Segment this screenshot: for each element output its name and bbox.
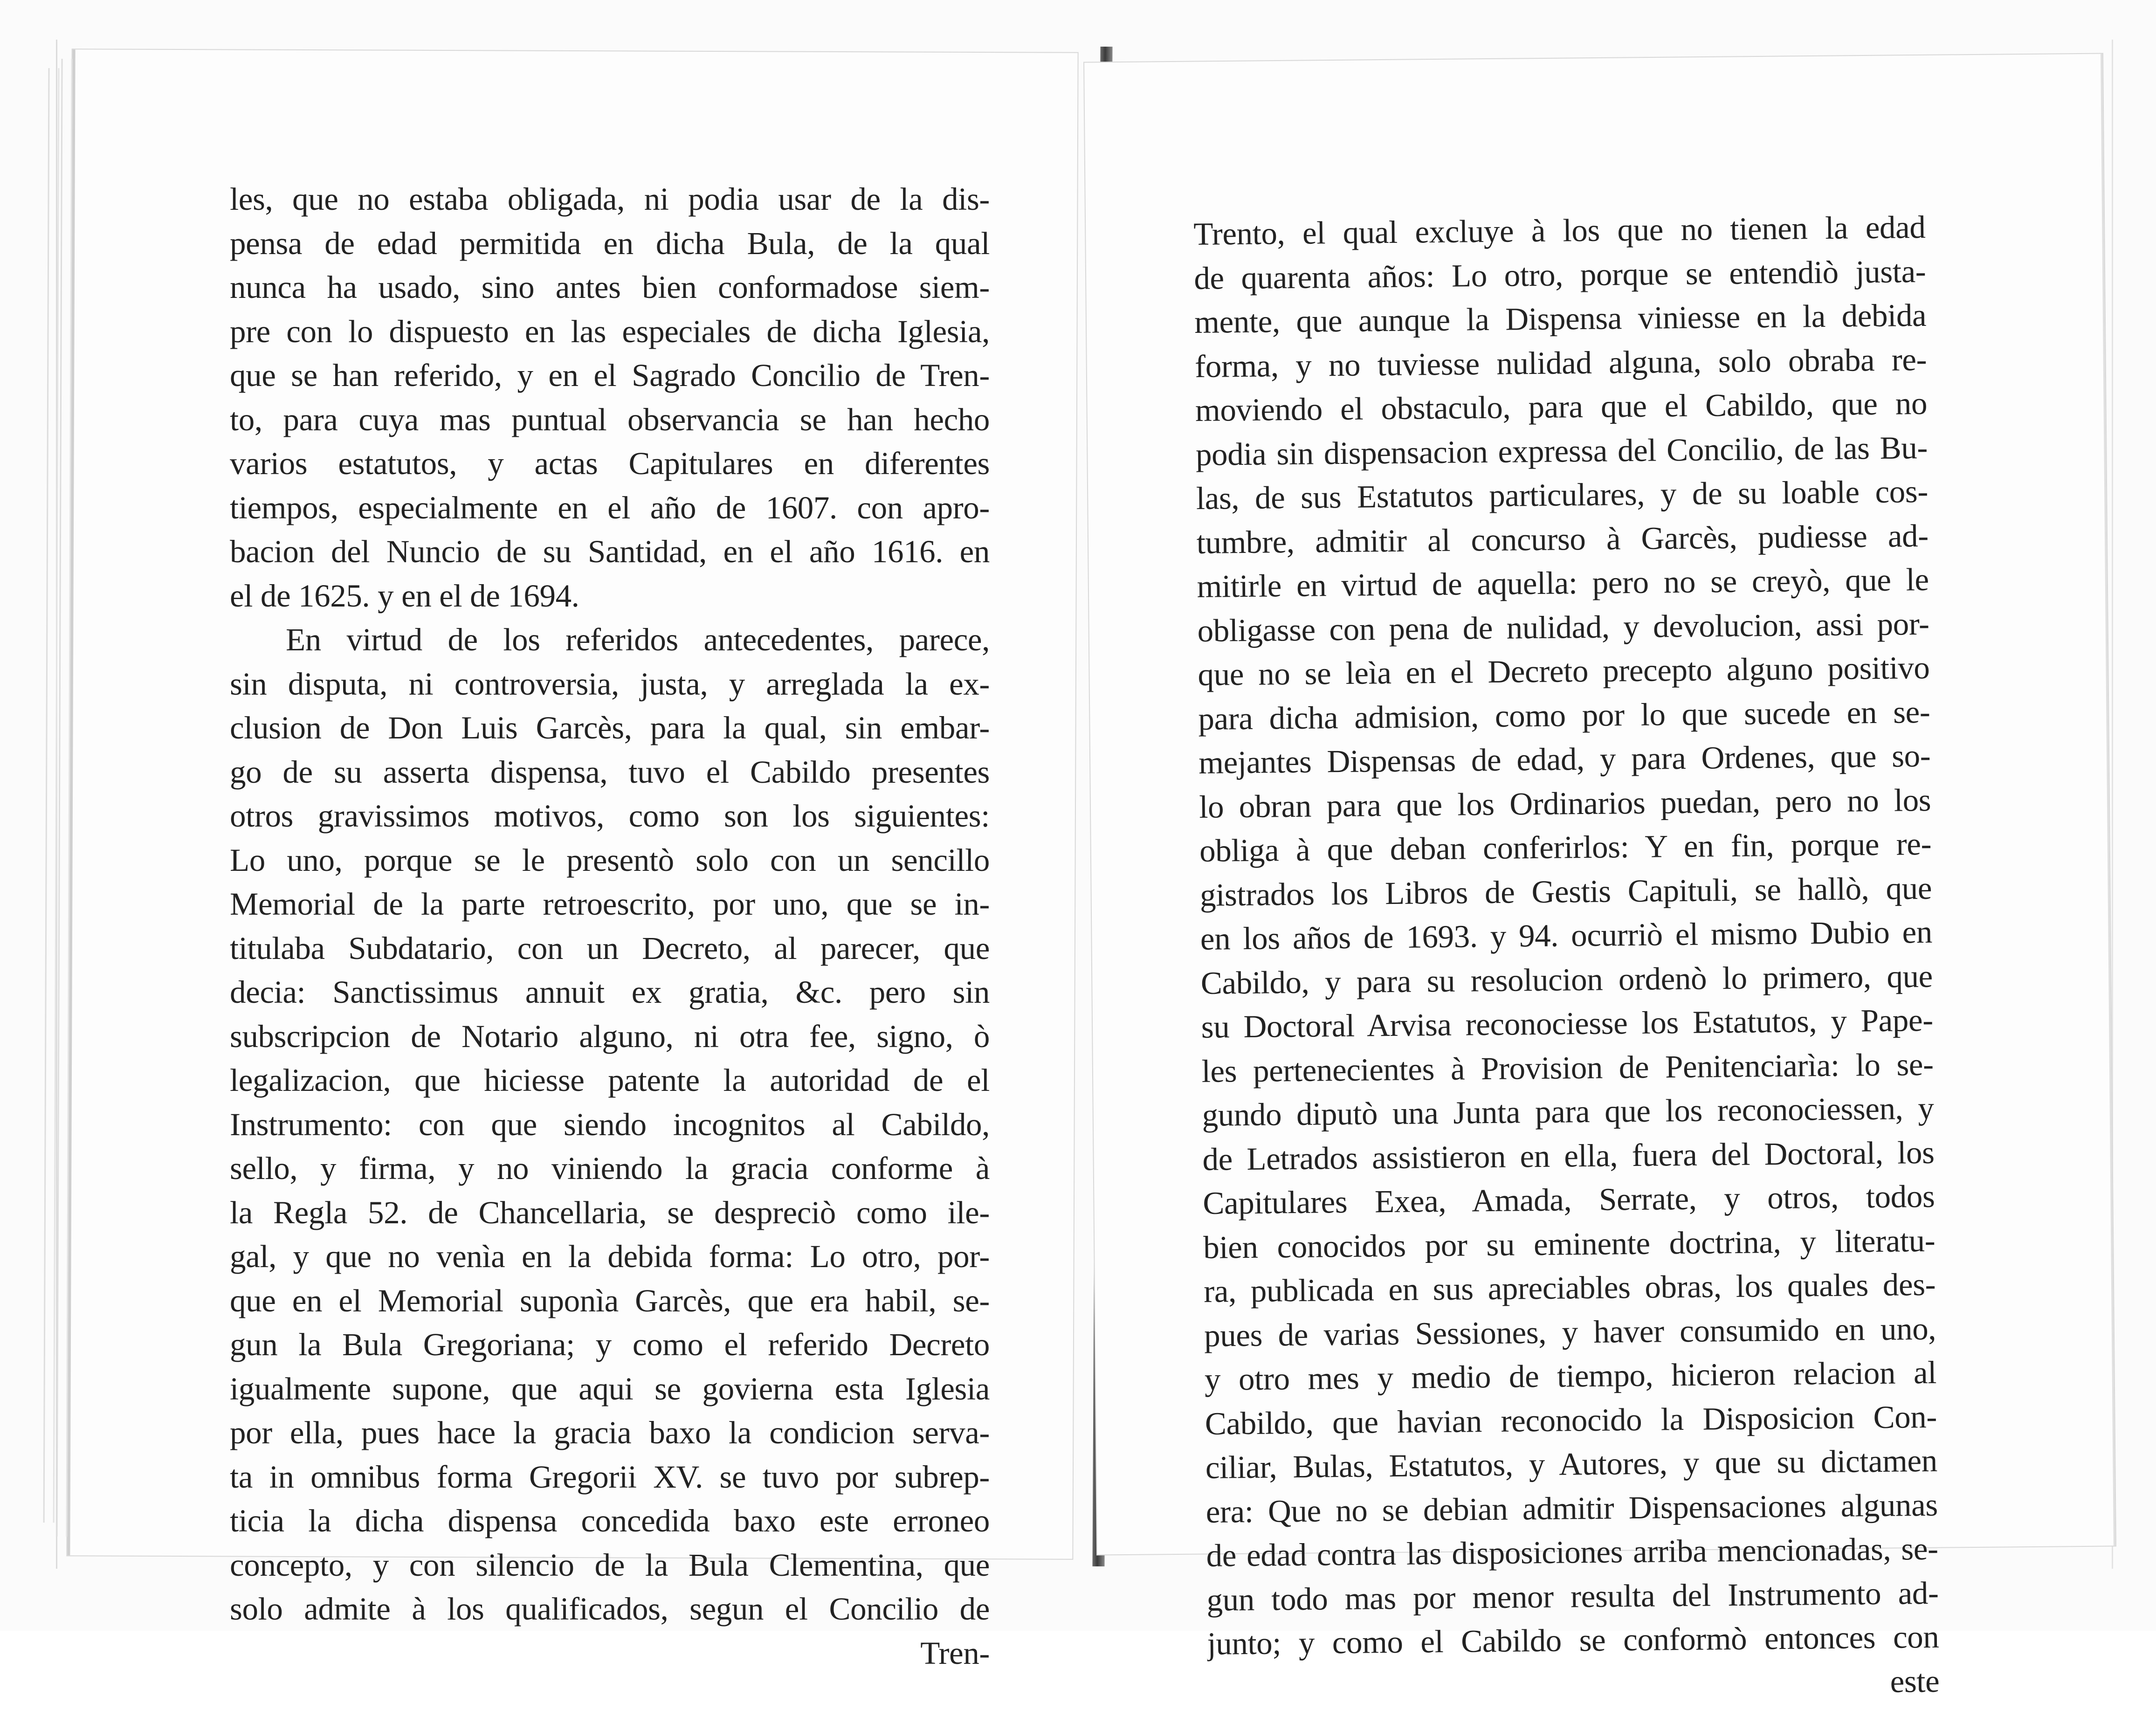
text-line: de Letrados assistieron en ella, fuera del Doctoral, los xyxy=(1202,1134,1935,1177)
text-line: subscripcion de Notario alguno, ni otra fee, signo, ò xyxy=(230,1018,990,1054)
text-line: concepto, y con silencio de la Bula Clementina, que xyxy=(230,1547,990,1583)
text-line: que en el Memorial suponìa Garcès, que era habil, se- xyxy=(230,1282,990,1318)
text-line: En virtud de los referidos antecedentes, parece, xyxy=(286,622,990,657)
text-line: de quarenta años: Lo otro, porque se entendiò justa- xyxy=(1193,253,1926,296)
text-line: ticia la dicha dispensa concedida baxo este erroneo xyxy=(230,1503,990,1538)
text-line: bien conocidos por su eminente doctrina, y literatu- xyxy=(1203,1222,1936,1265)
text-line: mente, que aunque la Dispensa viniesse en la debida xyxy=(1194,297,1927,340)
text-line: legalizacion, que hiciesse patente la autoridad de el xyxy=(230,1062,990,1098)
text-line: tiempos, especialmente en el año de 1607. con apro- xyxy=(230,490,990,525)
text-line: pensa de edad permitida en dicha Bula, de la qual xyxy=(230,225,990,261)
text-line: gistrados los Libros de Gestis Capituli, se hallò, que xyxy=(1199,870,1932,913)
text-line: que no se leìa en el Decreto precepto alguno positivo xyxy=(1198,649,1930,692)
text-line: gal, y que no venìa en la debida forma: Lo otro, por- xyxy=(230,1239,990,1274)
text-line: tumbre, admitir al concurso à Garcès, pudiesse ad- xyxy=(1196,517,1929,560)
text-line: Cabildo, que havian reconocido la Disposicion Con- xyxy=(1205,1399,1937,1441)
text-line: Trento, el qual excluye à los que no tienen la edad xyxy=(1193,209,1926,252)
text-line: moviendo el obstaculo, para que el Cabildo, que no xyxy=(1195,385,1928,428)
text-line: Capitulares Exea, Amada, Serrate, y otros, todos xyxy=(1203,1178,1935,1221)
text-line: ra, publicada en sus apreciables obras, los quales des- xyxy=(1203,1266,1936,1309)
text-line: gun todo mas por menor resulta del Instrumento ad- xyxy=(1206,1575,1939,1618)
text-line: varios estatutos, y actas Capitulares en diferentes xyxy=(230,446,990,481)
left-page-text xyxy=(230,177,990,1675)
text-line: lo obran para que los Ordinarios puedan, pero no los xyxy=(1199,782,1931,825)
text-line: clusion de Don Luis Garcès, para la qual, sin embar- xyxy=(230,710,990,745)
right-page-text xyxy=(1193,205,1940,1710)
text-line: bacion del Nuncio de su Santidad, en el año 1616. en xyxy=(230,534,990,569)
text-line: Cabildo, y para su resolucion ordenò lo primero, que xyxy=(1200,958,1933,1001)
text-line: ta in omnibus forma Gregorii XV. se tuvo por subrep- xyxy=(230,1459,990,1495)
text-line: les pertenecientes à Provision de Penitenciarìa: lo se- xyxy=(1201,1046,1934,1089)
text-line: obliga à que deban conferirlos: Y en fin, porque re- xyxy=(1199,826,1932,869)
text-line: pues de varias Sessiones, y haver consumido en uno, xyxy=(1204,1310,1936,1353)
text-line: Lo uno, porque se le presentò solo con un sencillo xyxy=(230,842,990,878)
text-line: en los años de 1693. y 94. ocurriò el mismo Dubio en xyxy=(1200,914,1933,957)
text-line: y otro mes y medio de tiempo, hicieron relacion al xyxy=(1204,1354,1937,1397)
text-line: Memorial de la parte retroescrito, por uno, que se in- xyxy=(230,886,990,922)
text-line: gun la Bula Gregoriana; y como el referido Decreto xyxy=(230,1327,990,1362)
text-line: podia sin dispensacion expressa del Concilio, de las Bu- xyxy=(1195,429,1928,472)
text-line: para dicha admision, como por lo que sucede en se- xyxy=(1198,694,1930,737)
text-line: que se han referido, y en el Sagrado Concilio de Tren- xyxy=(230,358,990,393)
text-line: junto; y como el Cabildo se conformò entonces con xyxy=(1207,1619,1939,1662)
text-line: el de 1625. y en el de 1694. xyxy=(230,578,579,614)
text-line: forma, y no tuviesse nulidad alguna, solo obraba re- xyxy=(1194,341,1927,384)
text-line: ciliar, Bulas, Estatutos, y Autores, y que su dictamen xyxy=(1205,1442,1938,1485)
text-line: mitirle en virtud de aquella: pero no se creyò, que le xyxy=(1197,561,1929,604)
text-line: titulaba Subdatario, con un Decreto, al parecer, que xyxy=(230,930,990,966)
text-line: sin disputa, ni controversia, justa, y arreglada la ex- xyxy=(230,666,990,702)
text-line: de edad contra las disposiciones arriba mencionadas, se- xyxy=(1206,1531,1938,1573)
text-line: mejantes Dispensas de edad, y para Ordenes, que so- xyxy=(1198,738,1931,780)
text-line: sello, y firma, y no viniendo la gracia conforme à xyxy=(230,1151,990,1186)
text-line: gundo diputò una Junta para que los reconociessen, y xyxy=(1202,1090,1934,1133)
catchword: Tren- xyxy=(920,1635,990,1671)
text-line: Instrumento: con que siendo incognitos al Cabildo, xyxy=(230,1106,990,1142)
text-line: su Doctoral Arvisa reconociesse los Estatutos, y Pape- xyxy=(1201,1002,1934,1045)
text-line: go de su asserta dispensa, tuvo el Cabildo presentes xyxy=(230,754,990,790)
text-line: por ella, pues hace la gracia baxo la condicion serva- xyxy=(230,1415,990,1450)
text-line: las, de sus Estatutos particulares, y de su loable cos- xyxy=(1196,473,1929,516)
text-line: decia: Sanctissimus annuit ex gratia, &c. pero sin xyxy=(230,974,990,1010)
text-line: igualmente supone, que aqui se govierna esta Iglesia xyxy=(230,1371,990,1407)
text-line: les, que no estaba obligada, ni podia usar de la dis- xyxy=(230,181,990,217)
text-line: nunca ha usado, sino antes bien conformadose siem- xyxy=(230,269,990,305)
text-line: la Regla 52. de Chancellaria, se despreciò como ile- xyxy=(230,1194,990,1230)
text-line: solo admite à los qualificados, segun el Concilio de xyxy=(230,1591,990,1627)
text-line: otros gravissimos motivos, como son los siguientes: xyxy=(230,798,990,834)
catchword: este xyxy=(1890,1663,1940,1699)
text-line: to, para cuya mas puntual observancia se han hecho xyxy=(230,401,990,437)
text-line: era: Que no se debian admitir Dispensaciones algunas xyxy=(1205,1487,1938,1530)
text-line: pre con lo dispuesto en las especiales de dicha Iglesia, xyxy=(230,313,990,349)
text-line: obligasse con pena de nulidad, y devolucion, assi por- xyxy=(1197,606,1929,648)
